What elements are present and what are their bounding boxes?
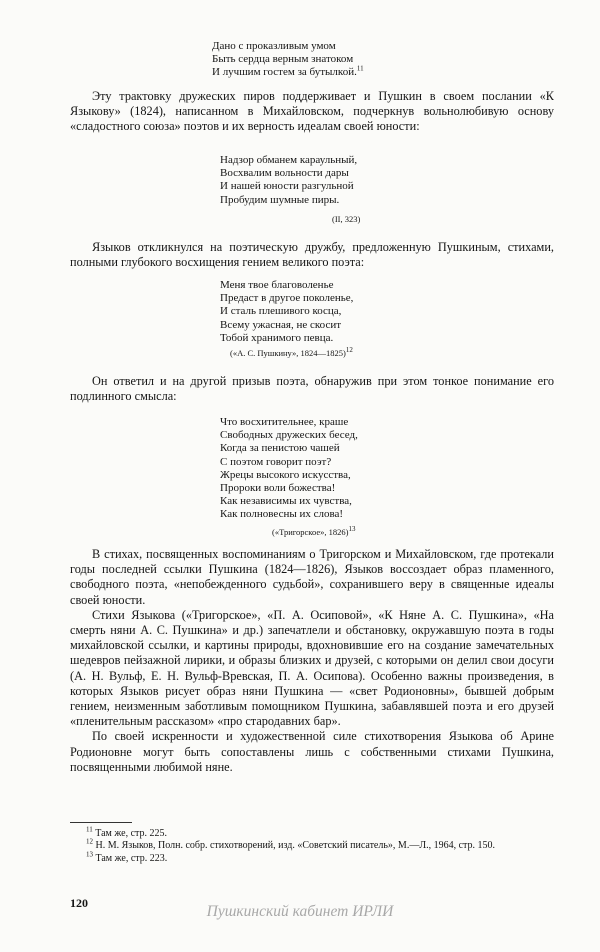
verse-line: Тобой хранимого певца.: [220, 331, 334, 344]
verse-line: С поэтом говорит поэт?: [220, 455, 332, 468]
paragraph-text: Он ответил и на другой призыв поэта, обнаружив при этом тонкое понимание его подлинного смысла:: [70, 374, 554, 404]
verse-line: Меня твое благоволенье: [220, 279, 334, 291]
verse-source-text: («А. С. Пушкину», 1824—1825): [230, 348, 346, 359]
verse-line: Что восхитительнее, краше: [220, 416, 349, 428]
footnotes: [70, 825, 554, 865]
verse-line: [212, 66, 364, 79]
main-text: [70, 547, 554, 775]
verse-2: [220, 154, 360, 226]
paragraph-1: [70, 89, 554, 135]
verse-line: Пробудим шумные пиры.: [220, 193, 340, 206]
paragraph-text: Стихи Языкова («Тригорское», «П. А. Осиповой», «К Няне А. С. Пушкина», «На смерть няни А. С. Пушкина» и др.) запечатлели и обстановку, окружавшую поэта в годы михайловской ссылки, и картины природы, вдохновившие его на создание замечательных шедевров пейзажной лирики, и образы близких и друзей, с которыми он делил свои досуги (А. Н. Вульф, Е. Н. Вульф-Вревская, П. А. Осипова). Особенно важны произведения, в которых Языков рисует образ няни Пушкина — «свет Родионовны», бывшей добрым гением, неизменным заботливым помощником Пушкина, забавлявшей поэта и его друзей «пленительным рассказом» «про стародавних бар».: [70, 607, 554, 729]
verse-source: [220, 347, 353, 360]
verse-line: Свободных дружеских бесед,: [220, 429, 358, 442]
paragraph-text: Эту трактовку дружеских пиров поддерживает и Пушкин в своем послании «К Языкову» (1824), написанном в Михайловском, подчеркнув вольнолюбивую основу «сладостного союза» поэтов и их верность идеалам своей юности:: [70, 89, 554, 134]
watermark: Пушкинский кабинет ИРЛИ: [206, 903, 394, 920]
footnote-ref: 13: [348, 524, 356, 533]
verse-4: [220, 416, 358, 539]
verse-3: [220, 279, 353, 360]
paragraph-text: В стихах, посвященных воспоминаниям о Тригорском и Михайловском, где протекали годы последней ссылки Пушкина (1824—1826), Языков воссоздает образ пламенного, свободного поэта, «непобежденного судьбой», сохранившего веру в священные идеалы своей юности.: [70, 547, 554, 607]
footnote-divider: [70, 822, 132, 823]
verse-1: [212, 40, 364, 80]
paragraph-3: [70, 374, 554, 404]
verse-source: (II, 323): [332, 213, 361, 224]
footnote-ref: 12: [345, 346, 353, 355]
verse-line: Как полновесны их слова!: [220, 508, 344, 521]
footnote-text: Н. М. Языков, Полн. собр. стихотворений, изд. «Советский писатель», М.—Л., 1964, стр. 150.: [95, 840, 496, 852]
verse-line-text: И лучшим гостем за бутылкой.: [212, 66, 357, 79]
verse-source: [220, 526, 358, 539]
verse-line: Дано с проказливым умом: [212, 40, 336, 52]
page-number: 120: [70, 896, 88, 910]
footnote-text: Там же, стр. 223.: [95, 852, 168, 864]
paragraph-2: [70, 240, 554, 270]
verse-source-text: («Тригорское», 1826): [272, 526, 349, 537]
footnote-number: 11: [86, 825, 93, 834]
footnote-text: Там же, стр. 225.: [95, 828, 168, 839]
verse-line: И нашей юности разгульной: [220, 180, 354, 193]
footnote-number: 13: [86, 850, 93, 859]
paragraph-text: По своей искренности и художественной силе стихотворения Языкова об Арине Родионовне могут быть сопоставлены лишь с собственными стихами Пушкина, посвященными любимой няне.: [70, 729, 554, 774]
verse-line: Жрецы высокого искусства,: [220, 468, 351, 481]
verse-line: Пророки воли божества!: [220, 482, 336, 495]
verse-line: Быть сердца верным знатоком: [212, 53, 354, 66]
verse-line: Всему ужасная, не скосит: [220, 318, 342, 331]
verse-line: И сталь плешивого косца,: [220, 305, 342, 318]
footnote-ref: 11: [356, 64, 364, 73]
footnote: [70, 840, 554, 852]
footnote: [70, 850, 554, 865]
verse-line: Как независимы их чувства,: [220, 495, 352, 508]
paragraph-text: Языков откликнулся на поэтическую дружбу, предложенную Пушкиным, стихами, полными глубокого восхищения гением великого поэта:: [70, 240, 554, 270]
footnote: [70, 825, 554, 840]
verse-line: Когда за пенистою чашей: [220, 442, 340, 455]
verse-line: Предаст в другое поколенье,: [220, 292, 354, 305]
verse-line: Восхвалим вольности дары: [220, 167, 349, 180]
footnote-number: 12: [86, 838, 93, 847]
verse-line: Надзор обманем караульный,: [220, 154, 358, 166]
